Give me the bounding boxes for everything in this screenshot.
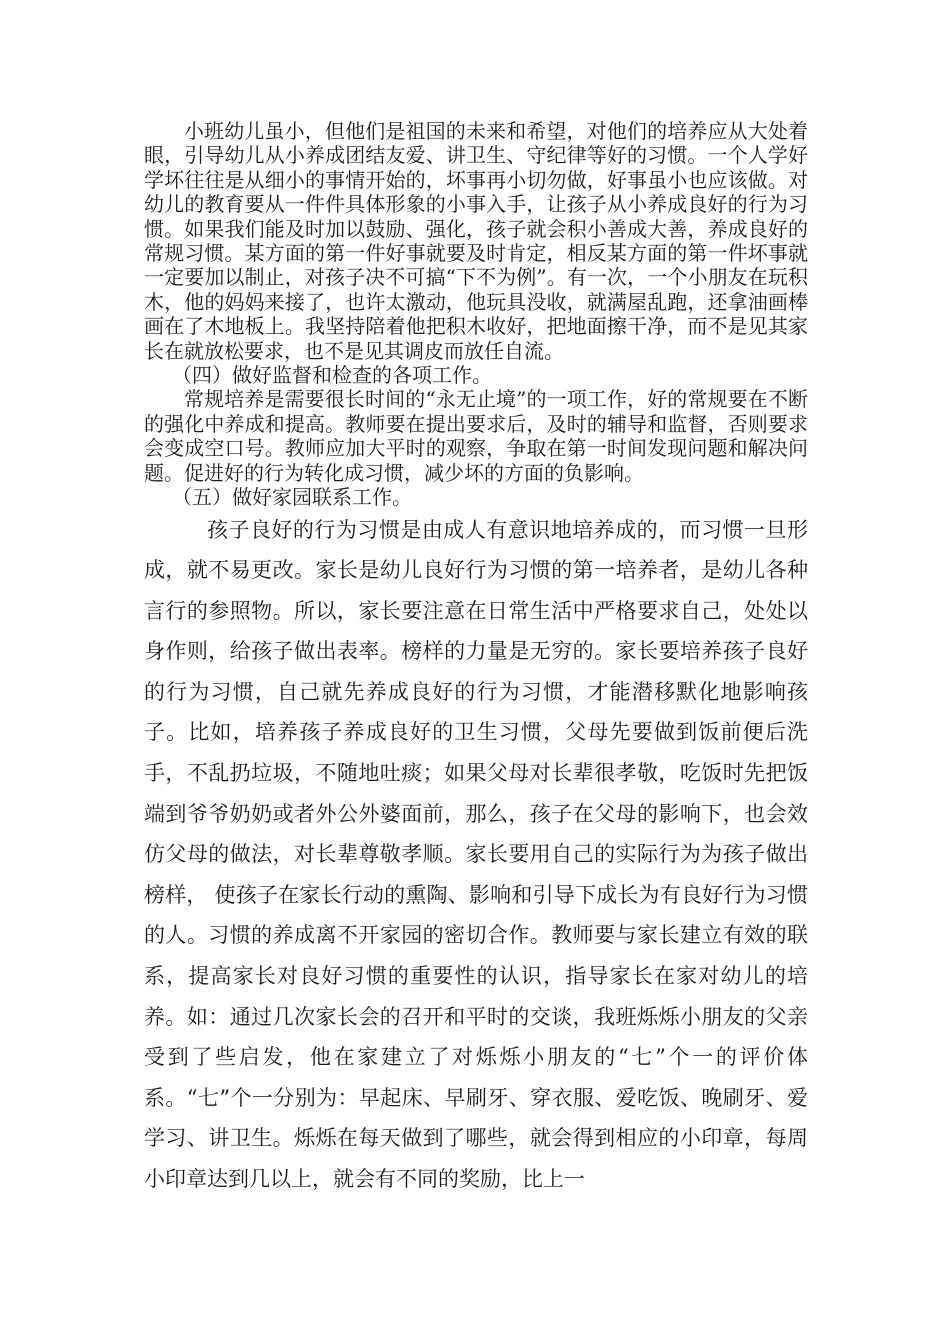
- paragraph-supervision: 常规培养是需要很长时间的“永无止境”的一项工作，好的常规要在不断的强化中养成和提高。教师要在提出要求后，及时的辅导和监督，否则要求会变成空口号。教师应加大平时的观察，争取在第一时间发现问题和解决问题。促进好的行为转化成习惯，减少坏的方面的负影响。: [144, 387, 808, 485]
- section-heading-home-school: （五）做好家园联系工作。: [172, 485, 412, 510]
- document-page: [144, 119, 808, 1200]
- paragraph-home-school: 孩子良好的行为习惯是由成人有意识地培养成的，而习惯一旦形成，就不易更改。家长是幼儿良好行为习惯的第一培养者，是幼儿各种言行的参照物。所以，家长要注意在日常生活中严格要求自己，处处以身作则，给孩子做出表率。榜样的力量是无穷的。家长要培养孩子良好的行为习惯，自己就先养成良好的行为习惯，才能潜移默化地影响孩子。比如，培养孩子养成良好的卫生习惯，父母先要做到饭前便后洗手，不乱扔垃圾，不随地吐痰；如果父母对长辈很孝敬，吃饭时先把饭端到爷爷奶奶或者外公外婆面前，那么，孩子在父母的影响下，也会效仿父母的做法，对长辈尊敬孝顺。家长要用自己的实际行为为孩子做出榜样， 使孩子在家长行动的熏陶、影响和引导下成长为有良好行为习惯的人。习惯的养成离不开家园的密切合作。教师要与家长建立有效的联系，提高家长对良好习惯的重要性的认识，指导家长在家对幼儿的培养。如：通过几次家长会的召开和平时的交谈，我班烁烁小朋友的父亲受到了些启发，他在家建立了对烁烁小朋友的“七”个一的评价体系。“七”个一分别为：早起床、早刷牙、穿衣服、爱吃饭、晚刷牙、爱学习、讲卫生。烁烁在每天做到了哪些，就会得到相应的小印章，每周小印章达到几以上，就会有不同的奖励，比上一: [144, 517, 808, 1191]
- section-heading-supervision: （四）做好监督和检查的各项工作。: [172, 363, 492, 388]
- paragraph-habits-intro: 小班幼儿虽小，但他们是祖国的未来和希望，对他们的培养应从大处着眼，引导幼儿从小养成团结友爱、讲卫生、守纪律等好的习惯。一个人学好学坏往往是从细小的事情开始的，坏事再小切勿做，好事虽小也应该做。对幼儿的教育要从一件件具体形象的小事入手，让孩子从小养成良好的行为习惯。如果我们能及时加以鼓励、强化，孩子就会积小善成大善，养成良好的常规习惯。某方面的第一件好事就要及时肯定，相反某方面的第一件坏事就一定要加以制止，对孩子决不可搞“下不为例”。有一次，一个小朋友在玩积木，他的妈妈来接了，也许太激动，他玩具没收，就满屋乱跑，还拿油画棒画在了木地板上。我坚持陪着他把积木收好，把地面擦干净，而不是见其家长在就放松要求，也不是见其调皮而放任自流。: [144, 119, 808, 363]
